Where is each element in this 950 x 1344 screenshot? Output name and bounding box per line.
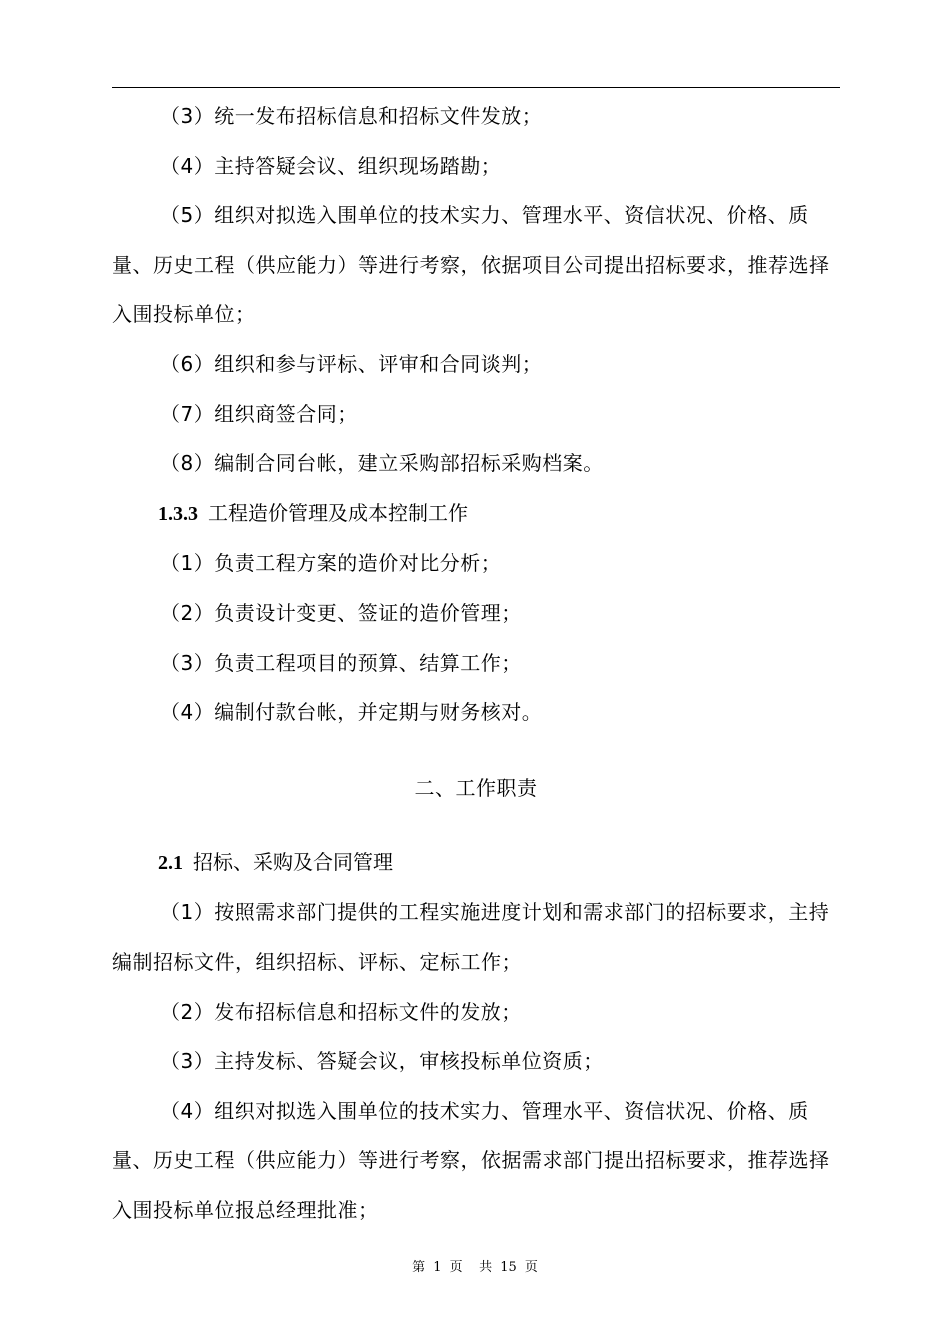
paragraph: （3）统一发布招标信息和招标文件发放；: [160, 104, 543, 128]
paragraph: （2）发布招标信息和招标文件的发放；: [160, 999, 522, 1024]
subsection-heading-2-1: [112, 838, 840, 889]
paragraph: （3）主持发标、答疑会议，审核投标单位资质；: [160, 1049, 604, 1074]
paragraph: （4）主持答疑会议、组织现场踏勘；: [160, 153, 502, 178]
paragraph: （1）负责工程方案的造价对比分析；: [160, 551, 502, 576]
heading-text: 工程造价管理及成本控制工作: [208, 500, 468, 525]
current-page-number: 1: [433, 1260, 442, 1275]
paragraph: （5）组织对拟选入围单位的技术实力、管理水平、资信状况、价格、质量、历史工程（供应能力）等进行考察，依据项目公司提出招标要求，推荐选择入围投标单位；: [112, 203, 830, 327]
section-title: 二、工作职责: [414, 775, 538, 800]
heading-number: 2.1: [158, 851, 183, 874]
paragraph: （7）组织商签合同；: [160, 401, 358, 426]
footer-total-suffix: 页: [524, 1260, 538, 1275]
paragraph: （6）组织和参与评标、评审和合同谈判；: [160, 351, 543, 376]
paragraph: （4）组织对拟选入围单位的技术实力、管理水平、资信状况、价格、质量、历史工程（供应能力）等进行考察，依据需求部门提出招标要求，推荐选择入围投标单位报总经理批准；: [112, 1098, 830, 1222]
total-pages-number: 15: [500, 1260, 517, 1275]
footer-total-prefix: 共: [479, 1260, 493, 1275]
paragraph: （1）按照需求部门提供的工程实施进度计划和需求部门的招标要求，主持编制招标文件，组织招标、评标、定标工作；: [112, 900, 830, 974]
paragraph: （3）负责工程项目的预算、结算工作；: [160, 650, 522, 675]
paragraph: （4）编制付款台帐，并定期与财务核对。: [160, 700, 543, 725]
heading-number: 1.3.3: [158, 502, 198, 525]
heading-text: 招标、采购及合同管理: [193, 849, 393, 874]
page-footer: [0, 1256, 950, 1275]
footer-prefix: 第: [412, 1260, 426, 1275]
header-rule: [112, 87, 840, 88]
footer-page-word: 页: [449, 1260, 463, 1275]
paragraph: （2）负责设计变更、签证的造价管理；: [160, 600, 522, 625]
subsection-heading-1-3-3: [112, 489, 840, 540]
document-body: [112, 92, 840, 1235]
paragraph: （8）编制合同台帐，建立采购部招标采购档案。: [160, 451, 604, 476]
